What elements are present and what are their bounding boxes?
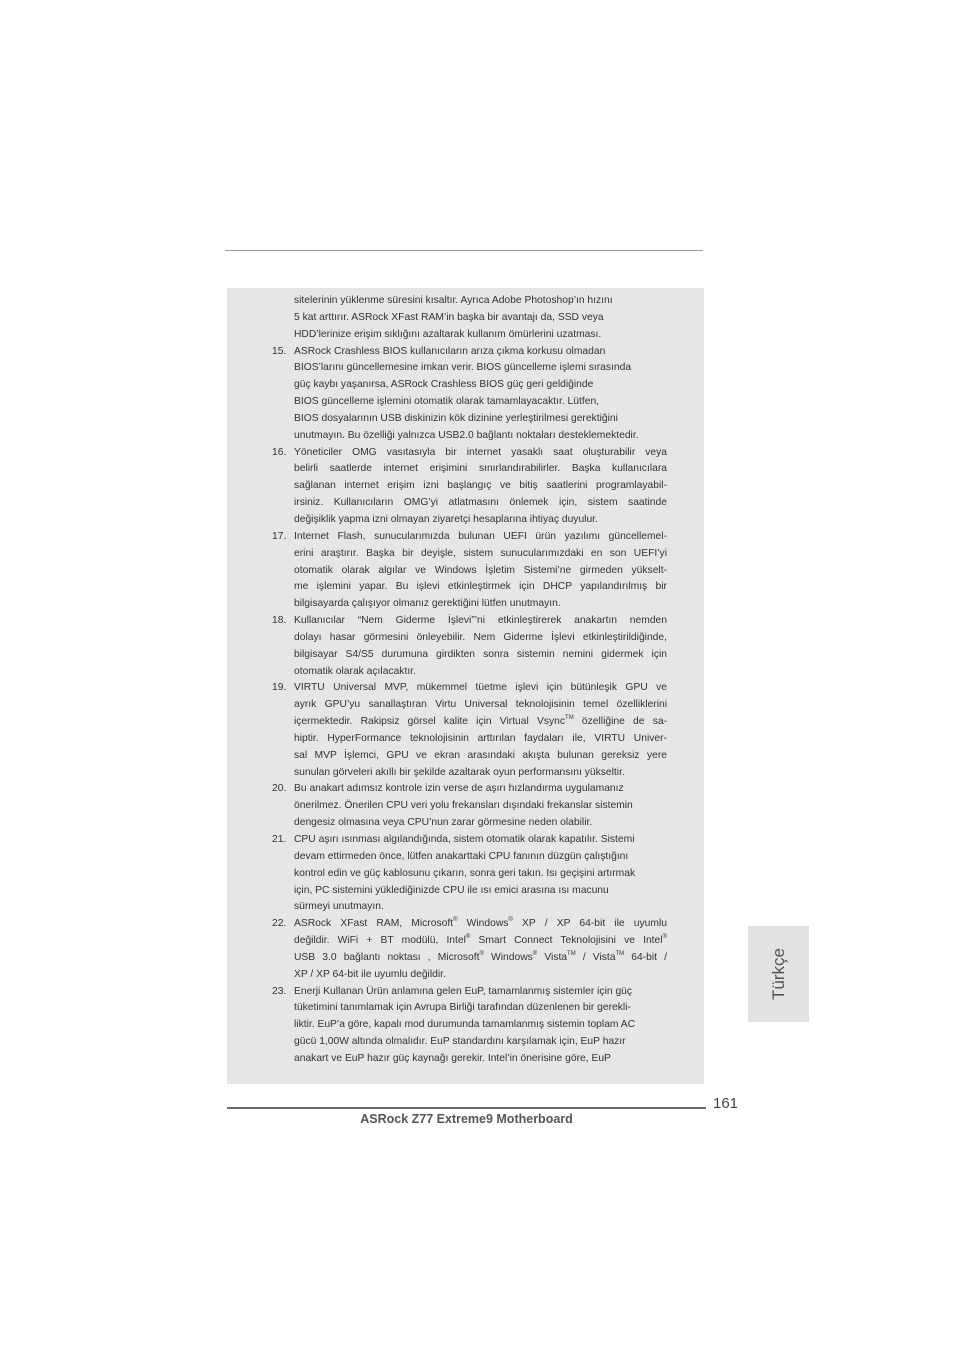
text-line (227, 512, 704, 529)
text-line (227, 714, 704, 731)
line-text: sürmeyi unutmayın. (294, 901, 384, 913)
line-text: 5 kat arttırır. ASRock XFast RAM’in başka bir avantajı da, SSD veya (294, 311, 604, 323)
text-line (227, 866, 704, 883)
text-line (227, 1000, 704, 1017)
text-line (227, 563, 704, 580)
line-text: CPU aşırı ısınması algılandığında, sistem otomatik olarak kapatılır. Sistemi (294, 834, 635, 845)
line-text: değişiklik yapma izni olmayan ziyaretçi hesaplarına ihtiyaç duyulur. (294, 513, 598, 525)
text-line (227, 815, 704, 832)
text-line (227, 697, 704, 714)
text-line (227, 798, 704, 815)
item-number: 16. (272, 446, 287, 458)
item-number: 17. (272, 530, 287, 542)
line-text: otomatik olarak açılacaktır. (294, 665, 416, 677)
text-line (227, 394, 704, 411)
text-line (227, 832, 704, 849)
line-text: belirli saatlerde internet erişimini sınırlandırabilirler. Başka kullanıcılara (294, 463, 667, 475)
text-line (227, 428, 704, 445)
text-line (227, 680, 704, 697)
text-line (227, 630, 704, 647)
language-tab-label: Türkçe (768, 948, 788, 1000)
item-number: 23. (272, 985, 287, 997)
line-text: erini araştırır. Başka bir deyişle, sistem sunucularımızdaki en son UEFI’yi (294, 547, 667, 559)
item-number: 20. (272, 783, 287, 795)
line-text: Internet Flash, sunucularımızda bulunan UEFI ürün yazılımı güncellemel- (294, 530, 667, 542)
line-text: BIOS güncelleme işlemini otomatik olarak tamamlayacaktır. Lütfen, (294, 396, 600, 408)
line-text: güç kaybı yaşanırsa, ASRock Crashless BIOS güç geri geldiğinde (294, 379, 594, 391)
bottom-divider (227, 1107, 706, 1109)
line-text: BIOS’larını güncellemesine imkan verir. BIOS güncelleme işlemi sırasında (294, 362, 632, 374)
page-number: 161 (713, 1095, 739, 1112)
text-line (227, 495, 704, 512)
line-text: Yöneticiler OMG vasıtasıyla bir internet yasaklı saat oluşturabilir veya (294, 446, 667, 458)
content-panel (227, 288, 704, 1084)
line-text: ASRock XFast RAM, Microsoft® Windows® XP / XP 64-bit ile uyumlu (294, 917, 667, 930)
line-text: me işlemini yapar. Bu işlevi etkinleştirmek için DHCP yapılandırılmış bir (294, 581, 667, 593)
text-line (227, 411, 704, 428)
line-text: ASRock Crashless BIOS kullanıcıların arıza çıkma korkusu olmadan (294, 345, 606, 357)
text-line (227, 647, 704, 664)
text-line (227, 899, 704, 916)
line-text: sitelerinin yüklenme süresini kısaltır. Ayrıca Adobe Photoshop’ın hızını (294, 295, 613, 306)
line-text: dengesiz olmasına veya CPU’nun zarar görmesine neden olabilir. (294, 817, 593, 829)
text-line (227, 478, 704, 495)
text-line (227, 377, 704, 394)
line-text: sunulan görveleri akıllı bir şekilde azaltarak oyun performansını yükseltir. (294, 766, 625, 778)
text-line (227, 664, 704, 681)
line-text: içermektedir. Rakipsiz görsel kalite için Virtual Vsync™ özelliğine de sa- (294, 715, 668, 728)
text-line (227, 613, 704, 630)
line-text: unutmayın. Bu özelliği yalnızca USB2.0 bağlantı noktaları desteklemektedir. (294, 429, 639, 441)
line-text: önerilmez. Önerilen CPU veri yolu frekansları dışındaki frekanslar sistemin (294, 800, 633, 812)
item-number: 21. (272, 834, 287, 845)
line-text: devam ettirmeden önce, lütfen anakarttaki CPU fanının düzgün çalıştığını (294, 850, 629, 862)
line-text: bilgisayar S4/S5 durumuna girdikten sonra sistemin nemini gidermek için (294, 648, 667, 660)
line-text: tüketimini tanımlamak için Avrupa Birliği tarafından düzenlenen bir gerekli- (294, 1002, 631, 1014)
line-text: sağlanan internet erişim izni başlangıç ve bitiş saatlerini programlayabil- (294, 480, 667, 492)
item-number: 22. (272, 918, 287, 930)
text-line (227, 293, 704, 310)
line-text: liktir. EuP’a göre, kapalı mod durumunda tamamlanmış sistemin toplam AC (294, 1019, 636, 1031)
text-line (227, 344, 704, 361)
text-line (227, 596, 704, 613)
line-text: sal MVP İşlemci, GPU ve ekran arasındaki akışta bulunan gereksiz yere (294, 749, 667, 761)
text-line (227, 933, 704, 950)
text-line (227, 781, 704, 798)
text-line (227, 579, 704, 596)
line-text: irsiniz. Kullanıcıların OMG’yi atlatmasını önlemek için, sistem saatinde (294, 497, 667, 509)
text-line (227, 546, 704, 563)
text-line (227, 461, 704, 478)
line-text: BIOS dosyalarının USB diskinizin kök dizinine yerleştirilmesi gerektiğini (294, 412, 618, 424)
footer-title: ASRock Z77 Extreme9 Motherboard (360, 1112, 573, 1126)
text-line (227, 883, 704, 900)
line-text: hiptir. HyperFormance teknolojisinin arttırılan faydaları ile, VIRTU Univer- (294, 732, 667, 744)
top-divider (225, 250, 703, 251)
text-line (227, 765, 704, 782)
line-text: anakart ve EuP hazır güç kaynağı gerekir. Intel’in önerisine göre, EuP (294, 1052, 611, 1064)
text-line (227, 1017, 704, 1034)
notes-list (227, 293, 704, 1068)
line-text: dolayı hasar görmesini önleyebilir. Nem Giderme İşlevi etkinleştirildiğinde, (294, 631, 667, 643)
line-text: değildir. WiFi + BT modülü, Intel® Smart Connect Teknolojisini ve Intel® (294, 934, 667, 947)
text-line (227, 950, 704, 967)
item-number: 15. (272, 345, 287, 357)
line-text: kontrol edin ve güç kablosunu çıkarın, sonra geri takın. Isı geçişini artırmak (294, 867, 636, 879)
text-line (227, 984, 704, 1001)
text-line (227, 1034, 704, 1051)
line-text: Kullanıcılar “Nem Giderme İşlevi”’ni etkinleştirerek anakartın nemden (294, 615, 667, 627)
line-text: otomatik olarak algılar ve Windows İşletim Sistemi’ne girmeden yükselt- (294, 564, 667, 576)
text-line (227, 849, 704, 866)
line-text: Bu anakart adımsız kontrole izin verse de aşırı hızlandırma uygulamanız (294, 783, 624, 795)
text-line (227, 731, 704, 748)
item-number: 18. (272, 615, 287, 627)
text-line (227, 360, 704, 377)
text-line (227, 445, 704, 462)
line-text: VIRTU Universal MVP, mükemmel tüetme işlevi için bütünleşik GPU ve (294, 682, 667, 694)
line-text: bilgisayarda çalışıyor olmanız gerektiğini lütfen unutmayın. (294, 598, 561, 610)
line-text: gücü 1,00W altında olmalıdır. EuP standardını karşılamak için, EuP hazır (294, 1036, 626, 1048)
text-line (227, 748, 704, 765)
line-text: için, PC sistemini yüklediğinizde CPU ile ısı emici arasına ısı macunu (294, 884, 609, 896)
item-number: 19. (272, 682, 287, 694)
line-text: ayrık GPU’yu sanallaştıran Virtu Universal teknolojisinin temel özelliklerini (294, 699, 667, 711)
line-text: XP / XP 64-bit ile uyumlu değildir. (294, 968, 446, 980)
text-line (227, 529, 704, 546)
language-tab (748, 926, 809, 1022)
line-text: Enerji Kullanan Ürün anlamına gelen EuP, tamamlanmış sistemler için güç (294, 985, 633, 997)
text-line (227, 967, 704, 984)
line-text: HDD’lerinize erişim sıklığını azaltarak kullanım ömürlerini uzatması. (294, 328, 602, 340)
text-line (227, 327, 704, 344)
text-line (227, 310, 704, 327)
text-line (227, 916, 704, 933)
text-line (227, 1051, 704, 1068)
line-text: USB 3.0 bağlantı noktası , Microsoft® Windows® Vista™ / Vista™ 64-bit / (294, 950, 667, 963)
